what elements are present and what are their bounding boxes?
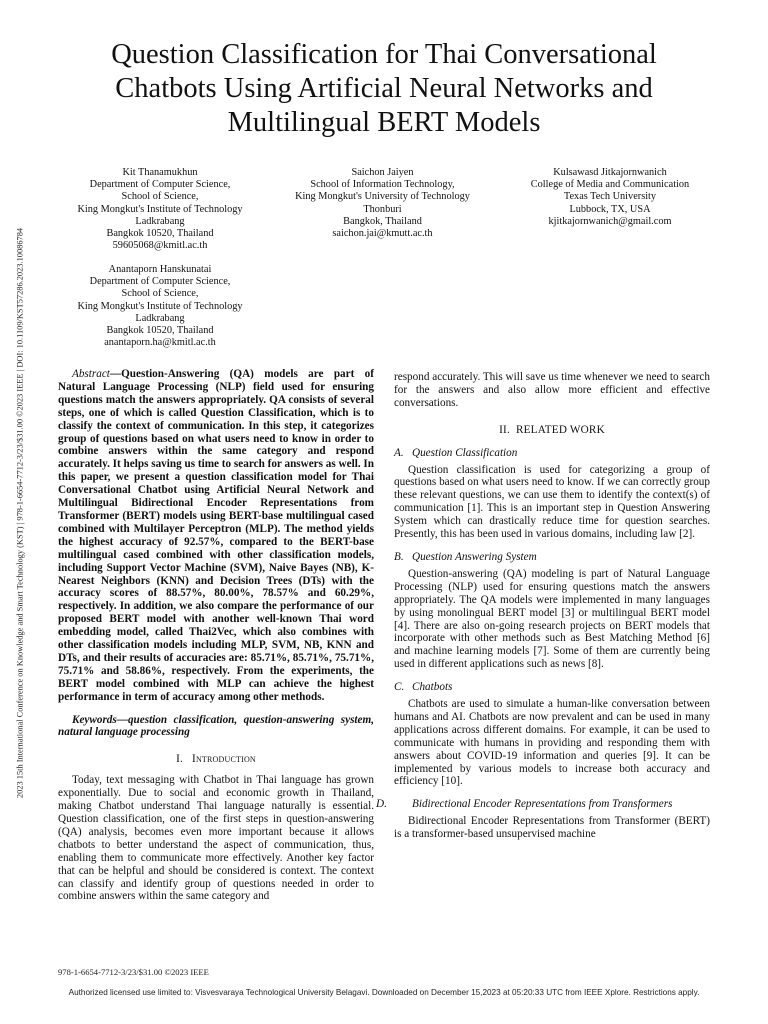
subsection-label: A. bbox=[394, 446, 404, 459]
subsection-label: C. bbox=[394, 681, 405, 694]
author-name: Anantaporn Hanskunatai bbox=[108, 264, 212, 275]
left-column bbox=[58, 368, 374, 903]
subsection-heading-a bbox=[394, 447, 710, 460]
abstract bbox=[58, 368, 374, 704]
subsection-title: Chatbots bbox=[412, 681, 453, 694]
affiliation-line: Thonburi bbox=[363, 203, 402, 215]
affiliation-line: Texas Tech University bbox=[563, 191, 657, 203]
affiliation-line: King Mongkut's Institute of Technology bbox=[77, 300, 243, 312]
subsection-c-paragraph: Chatbots are used to simulate a human-like conversation between humans and AI. Chatbots are now prevalent and can be used in many applications across different domains. For example, it can be used to communicate with humans in providing and responding them with answers about COVID-19 information and queries [9]. It can be implemented by various models to increase both accuracy and efficiency [10]. bbox=[394, 698, 710, 788]
abstract-label: Abstract bbox=[72, 368, 110, 380]
section-title: RELATED WORK bbox=[515, 423, 605, 436]
affiliation-line: King Mongkut's University of Technology bbox=[295, 191, 470, 203]
affiliation-line: Ladkrabang bbox=[135, 312, 185, 324]
author-name: Kit Thanamukhun bbox=[122, 167, 198, 178]
author-2 bbox=[265, 167, 500, 240]
abstract-text: —Question-Answering (QA) models are part of Natural Language Processing (NLP) field used for ensuring questions match the answers appropriately. QA consists of several steps, one of which is called Question Classification, which is to classify the context of communication. In this step, it categorizes group of questions based on what users need to know in order to combine answers within the same category and respond accurately. It helps saving us time to search for answers as well. In this paper, we present a question classification model for Thai Conversational Chatbot using Artificial Neural Network and Multilingual Bidirectional Encoder Representations from Transformer (BERT) models using BERT-base multilingual cased combined with Multilayer Perceptron (MLP). The method yields the highest accuracy of 92.57%, compared to the BERT-base multilingual cased combined with other classification models, including Support Vector Machine (SVM), Naive Bayes (NB), K-Nearest Neighbors (KNN) and Decision Trees (DTs) with the accuracy scores of 88.57%, 80.00%, 78.57% and 60.29%, respectively. In addition, we also compare the performance of our proposed BERT model with another well-known Thai word embedding model, called Thai2Vec, which also combines with other classification models including MLP, SVM, NB, KNN and DTs, and their results of accuracies are: 85.71%, 85.71%, 75.71%, 75.71% and 58.86%, respectively. From the experiments, the BERT model combined with MLP can achieve the highest performance in term of accuracy among other methods. bbox=[58, 368, 374, 703]
affiliation-line: School of Science, bbox=[121, 288, 199, 300]
affiliation-line: Bangkok 10520, Thailand bbox=[106, 325, 214, 337]
subsection-title: Bidirectional Encoder Representations from Transformers bbox=[412, 798, 673, 811]
affiliation-line: Bangkok 10520, Thailand bbox=[106, 228, 214, 240]
copyright-footer: 978-1-6654-7712-3/23/$31.00 ©2023 IEEE bbox=[58, 967, 209, 977]
keywords bbox=[58, 714, 374, 740]
subsection-d-paragraph: Bidirectional Encoder Representations from Transformer (BERT) is a transformer-based unsupervised machine bbox=[394, 815, 710, 841]
author-email: anantaporn.ha@kmitl.ac.th bbox=[104, 337, 216, 349]
author-email: saichon.jai@kmutt.ac.th bbox=[332, 228, 433, 240]
author-email: kjitkajornwanich@gmail.com bbox=[548, 215, 672, 227]
introduction-paragraph: Today, text messaging with Chatbot in Thai language has grown exponentially. Due to social and economic growth in Thailand, making Chatbot understand Thai language naturally is essential. Question classification, one of the first steps in question-answering (QA) analysis, becomes even more important because it allows chatbots to better understand the aspect of communication, thus, enabling them to communicate more effectively. Another key factor that can be helpful and should be considered is context. The context can classify and identify group of questions needed in order to combine answers within the same category and bbox=[58, 774, 374, 903]
sidebar-text: 2023 15th International Conference on Knowledge and Smart Technology (KST) | 978-1-6654-7712-3/23/$31.00 ©2023 IEEE | DOI: 10.1109/KST57286.2023.10086784 bbox=[15, 227, 25, 798]
introduction-continued: respond accurately. This will save us time whenever we need to search for the answers and also allow more efficient and effective conversations. bbox=[394, 371, 710, 409]
affiliation-line: College of Media and Communication bbox=[530, 179, 690, 191]
affiliation-line: Lubbock, TX, USA bbox=[569, 203, 651, 215]
section-title: Introduction bbox=[192, 753, 256, 766]
subsection-label: D. bbox=[376, 798, 387, 811]
subsection-heading-b bbox=[394, 551, 710, 564]
keywords-text: —question classification, question-answering system, natural language processing bbox=[58, 713, 374, 739]
author-name: Saichon Jaiyen bbox=[351, 167, 414, 178]
section-heading-related-work bbox=[394, 424, 710, 437]
section-number: II. bbox=[499, 423, 510, 436]
author-name: Kulsawasd Jitkajornwanich bbox=[553, 167, 667, 178]
author-1 bbox=[40, 167, 280, 252]
subsection-heading-c bbox=[394, 681, 710, 694]
subsection-title: Question Answering System bbox=[412, 550, 537, 563]
title-line-3: Multilingual BERT Models bbox=[227, 107, 541, 138]
subsection-heading-d bbox=[376, 798, 710, 811]
subsection-a-paragraph: Question classification is used for categorizing a group of questions based on what users need to know. If we can correctly group these relevant questions, we can use them to identify the context(s) of communication [1]. This is an important step in Question Answering System which can drastically reduce time for question searches. Presently, this has been used in various domains, including law [2]. bbox=[394, 463, 710, 541]
affiliation-line: King Mongkut's Institute of Technology bbox=[77, 203, 243, 215]
conference-sidebar bbox=[8, 180, 32, 845]
affiliation-line: Bangkok, Thailand bbox=[343, 215, 422, 227]
title-line-2: Chatbots Using Artificial Neural Networks and bbox=[115, 73, 653, 104]
paper-title bbox=[40, 38, 728, 140]
section-heading-introduction bbox=[58, 753, 374, 766]
affiliation-line: School of Information Technology, bbox=[310, 179, 455, 191]
keywords-label: Keywords bbox=[72, 713, 117, 726]
license-footer: Authorized licensed use limited to: Visvesvaraya Technological University Belagavi. Downloaded on December 15,2023 at 05:20:33 UTC from IEEE Xplore. Restrictions apply. bbox=[68, 988, 700, 997]
author-3 bbox=[490, 167, 730, 228]
affiliation-line: Department of Computer Science, bbox=[89, 276, 231, 288]
author-email: 59605068@kmitl.ac.th bbox=[112, 240, 208, 252]
title-line-1: Question Classification for Thai Conversational bbox=[111, 39, 657, 70]
subsection-label: B. bbox=[394, 550, 404, 563]
affiliation-line: School of Science, bbox=[121, 191, 199, 203]
section-number: I. bbox=[176, 753, 184, 766]
subsection-title: Question Classification bbox=[412, 446, 518, 459]
subsection-b-paragraph: Question-answering (QA) modeling is part of Natural Language Processing (NLP) used for ensuring questions match the answers appropriately. The QA models were implemented in many languages by using monolingual BERT model [3] or multilingual BERT model [4]. There are also on-going research projects on BERT models that incorporate with other methods such as Best Matching Method [6] and machine learning models [7]. Some of them are currently being used in different applications such as news [8]. bbox=[394, 567, 710, 671]
affiliation-line: Ladkrabang bbox=[135, 215, 185, 227]
right-column bbox=[376, 371, 710, 841]
affiliation-line: Department of Computer Science, bbox=[89, 179, 231, 191]
author-4 bbox=[40, 264, 280, 349]
